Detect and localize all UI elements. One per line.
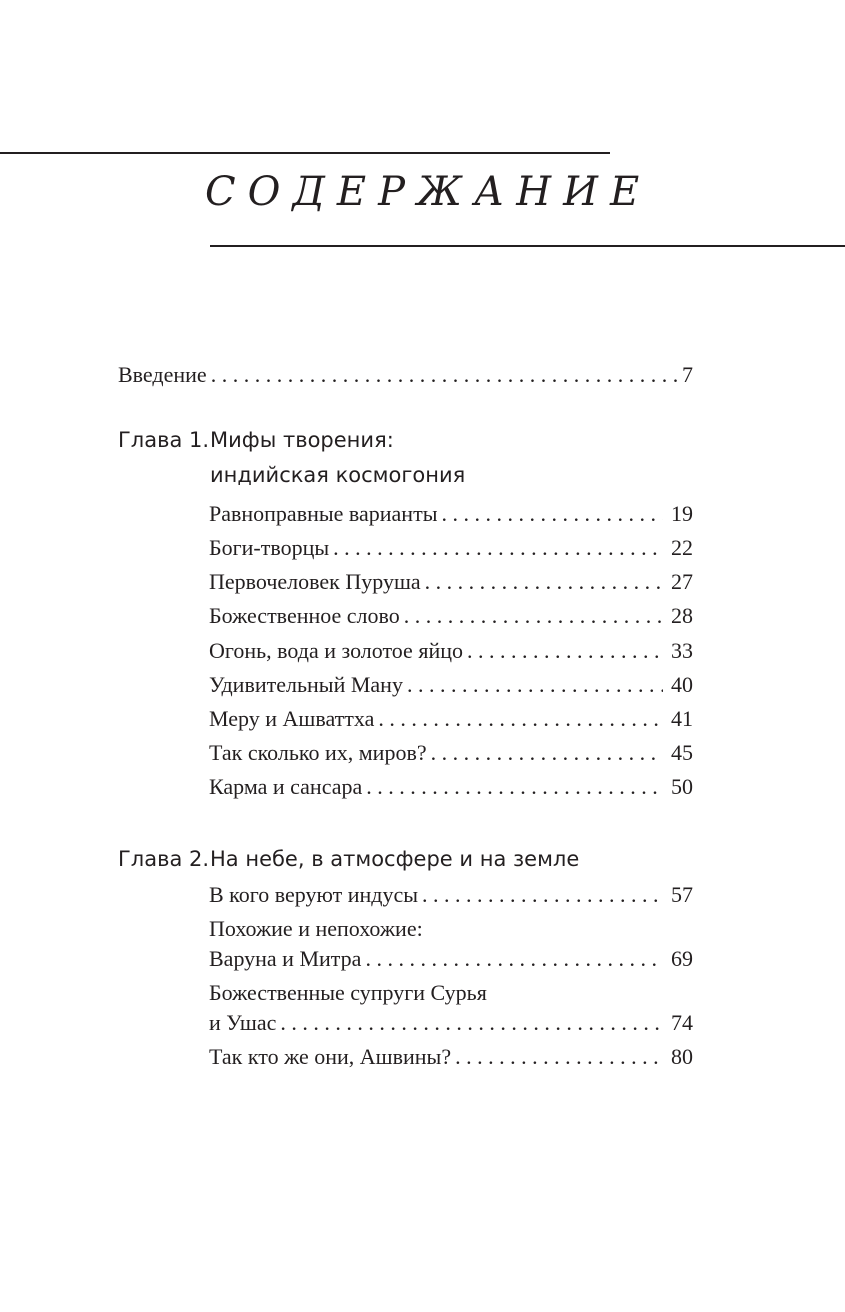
- toc-entry-page: 69: [671, 946, 693, 971]
- toc-entry-label: Так кто же они, Ашвины?: [209, 1044, 452, 1069]
- toc-entry-label-line1: Похожие и непохожие:: [209, 916, 423, 941]
- dot-leader: [333, 533, 663, 563]
- toc-entry[interactable]: [209, 772, 693, 802]
- dot-leader: [455, 1042, 663, 1072]
- toc-entry[interactable]: [209, 670, 693, 700]
- toc-entry[interactable]: [209, 704, 693, 734]
- toc-entry[interactable]: [209, 738, 693, 768]
- toc-entry-page: 41: [671, 706, 693, 731]
- toc-entry-page: 33: [671, 638, 693, 663]
- dot-leader: [280, 1008, 663, 1038]
- toc-entry-label-line1: Божественные супруги Сурья: [209, 980, 487, 1005]
- toc-entry-label: Меру и Ашваттха: [209, 706, 375, 731]
- toc-entry-label: Введение: [118, 362, 207, 387]
- toc-entry-page: 22: [671, 535, 693, 560]
- toc-entry-label: Удивительный Ману: [209, 672, 403, 697]
- toc-entry-page: 27: [671, 569, 693, 594]
- toc-entry[interactable]: [209, 944, 693, 974]
- dot-leader: [431, 738, 663, 768]
- toc-entry[interactable]: [209, 533, 693, 563]
- toc-entry-intro[interactable]: [118, 360, 693, 390]
- toc-entry-page: 7: [682, 362, 693, 387]
- toc-entry-page: 40: [671, 672, 693, 697]
- chapter-title: На небе, в атмосфере и на земле: [210, 847, 580, 871]
- dot-leader: [407, 670, 663, 700]
- toc-entry-label: Боги-творцы: [209, 535, 330, 560]
- dot-leader: [441, 499, 663, 529]
- toc-entry-page: 80: [671, 1044, 693, 1069]
- chapter-1-heading[interactable]: [118, 425, 394, 455]
- dot-leader: [365, 944, 663, 974]
- dot-leader: [425, 567, 663, 597]
- toc-entry-label: Карма и сансара: [209, 774, 363, 799]
- toc-entry[interactable]: [209, 880, 693, 910]
- toc-entry-label: Огонь, вода и золотое яйцо: [209, 638, 463, 663]
- page-title: СОДЕРЖАНИЕ: [205, 169, 652, 215]
- toc-entry-label: и Ушас: [209, 1010, 277, 1035]
- dot-leader: [404, 601, 663, 631]
- toc-entry-label: Варуна и Митра: [209, 946, 362, 971]
- toc-entry[interactable]: [209, 1008, 693, 1038]
- dot-leader: [211, 360, 677, 390]
- dot-leader: [467, 636, 663, 666]
- toc-entry-page: 74: [671, 1010, 693, 1035]
- toc-entry-page: 45: [671, 740, 693, 765]
- toc-entry-label: В кого веруют индусы: [209, 882, 418, 907]
- dot-leader: [378, 704, 663, 734]
- toc-entry[interactable]: [209, 499, 693, 529]
- toc-entry[interactable]: [209, 1042, 693, 1072]
- chapter-2-heading[interactable]: [118, 844, 579, 874]
- top-rule: [0, 152, 610, 154]
- toc-entry-label: Божественное слово: [209, 603, 400, 628]
- toc-entry-page: 57: [671, 882, 693, 907]
- dot-leader: [422, 880, 663, 910]
- toc-entry[interactable]: [209, 636, 693, 666]
- bottom-rule: [210, 245, 845, 247]
- chapter-number: Глава 1.: [118, 428, 210, 452]
- toc-entry[interactable]: [209, 567, 693, 597]
- toc-entry[interactable]: [209, 601, 693, 631]
- chapter-1-subtitle: индийская космогония: [210, 463, 466, 487]
- toc-entry-label: Так сколько их, миров?: [209, 740, 427, 765]
- chapter-number: Глава 2.: [118, 847, 210, 871]
- toc-entry-label: Равноправные варианты: [209, 501, 438, 526]
- toc-entry-page: 28: [671, 603, 693, 628]
- dot-leader: [366, 772, 663, 802]
- chapter-title: Мифы творения:: [210, 428, 394, 452]
- toc-entry-page: 19: [671, 501, 693, 526]
- toc-entry-label: Первочеловек Пуруша: [209, 569, 421, 594]
- toc-entry-page: 50: [671, 774, 693, 799]
